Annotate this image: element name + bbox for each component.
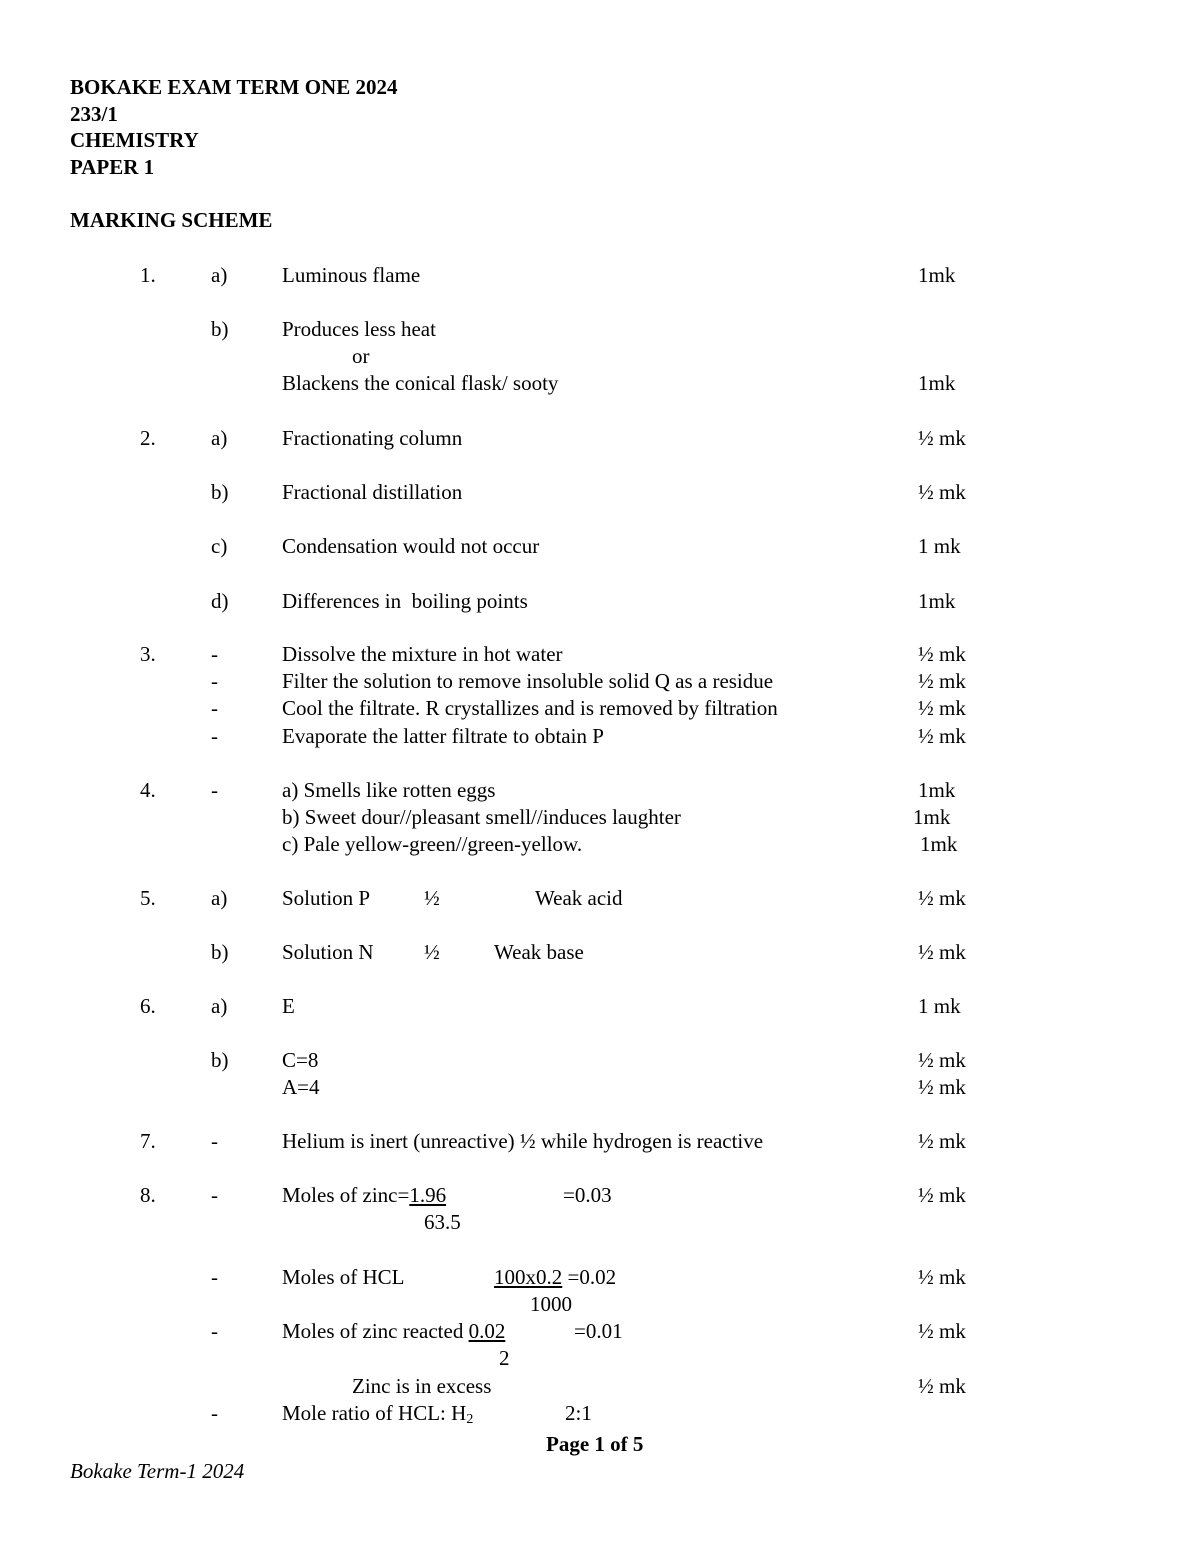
mark: ½ mk [918,426,966,450]
question-number: 2. [140,426,156,450]
sub-label: a) [211,426,228,450]
result: =0.02 [567,1265,617,1289]
answer-text: Blackens the conical flask/ sooty [282,371,559,395]
mark: ½ mk [918,1319,966,1343]
mark: 1mk [918,263,956,287]
answer-text: A=4 [282,1075,320,1099]
sub-label: b) [211,940,229,964]
sub-label: d) [211,589,229,613]
dash: - [211,669,218,693]
scheme-title: MARKING SCHEME [70,208,273,232]
mark: ½ mk [918,669,966,693]
mark: 1mk [918,371,956,395]
sub-label: b) [211,480,229,504]
dash: - [211,778,218,802]
answer-text: Fractional distillation [282,480,463,504]
answer-text: Moles of HCL [282,1265,405,1289]
label-text: Moles of zinc reacted [282,1319,469,1343]
dash: - [211,1129,218,1153]
answer-desc: Weak base [494,940,584,964]
answer-text [282,1401,474,1427]
dash: - [211,1183,218,1207]
paper-code: 233/1 [70,102,118,126]
mark: ½ mk [918,1265,966,1289]
answer-text: Evaporate the latter filtrate to obtain P [282,724,604,748]
mark: ½ mk [918,1048,966,1072]
dash: - [211,724,218,748]
subscript: 2 [466,1412,474,1427]
dash: - [211,696,218,720]
result: =0.03 [563,1183,612,1207]
footer-note: Bokake Term-1 2024 [70,1459,245,1483]
answer-desc: Weak acid [535,886,623,910]
answer-text: Filter the solution to remove insoluble solid Q as a residue [282,669,774,693]
mark: 1 mk [918,534,961,558]
dash: - [211,1265,218,1289]
mark: ½ mk [918,1075,966,1099]
sub-label: a) [211,994,228,1018]
mark: ½ mk [918,940,966,964]
fraction-numerator: 0.02 [468,1319,506,1343]
answer-text [282,1185,446,1206]
mark: 1mk [913,805,951,829]
answer-text: E [282,994,295,1018]
answer-text: Luminous flame [282,263,421,287]
sub-label: a) [211,263,228,287]
answer-text: Solution N [282,940,374,964]
mark: ½ mk [918,1183,966,1207]
mark: 1mk [920,832,958,856]
answer-text: Solution P [282,886,371,910]
mark: ½ mk [918,480,966,504]
mark: ½ mk [918,886,966,910]
ratio: 2:1 [565,1401,592,1425]
mark: ½ mk [918,696,966,720]
fraction-numerator: 100x0.2 [494,1265,563,1289]
fraction-denominator: 1000 [530,1292,572,1316]
mark: 1mk [918,589,956,613]
sub-label: b) [211,317,229,341]
question-number: 3. [140,642,156,666]
mark: ½ mk [918,642,966,666]
sub-label: c) [211,534,228,558]
answer-text: Differences in boiling points [282,589,528,613]
subject: CHEMISTRY [70,128,199,152]
answer-text: Condensation would not occur [282,534,540,558]
paper-number: PAPER 1 [70,155,155,179]
dash: - [211,1319,218,1343]
answer-text [282,1321,505,1342]
answer-text: C=8 [282,1048,319,1072]
question-number: 6. [140,994,156,1018]
answer-text: b) Sweet dour//pleasant smell//induces laughter [282,805,681,829]
label-text: Mole ratio of HCL: H [282,1401,467,1425]
question-number: 7. [140,1129,156,1153]
page-number: Page 1 of 5 [546,1432,644,1456]
answer-text: c) Pale yellow-green//green-yellow. [282,832,583,856]
question-number: 8. [140,1183,156,1207]
mark: 1mk [918,778,956,802]
answer-text: a) Smells like rotten eggs [282,778,496,802]
sub-label: b) [211,1048,229,1072]
or-text: or [352,344,370,368]
sub-label: a) [211,886,228,910]
exam-title: BOKAKE EXAM TERM ONE 2024 [70,75,398,99]
answer-text: Dissolve the mixture in hot water [282,642,563,666]
dash: - [211,642,218,666]
result: =0.01 [574,1319,623,1343]
half-mark: ½ [424,940,440,964]
dash: - [211,1401,218,1425]
half-mark: ½ [424,886,440,910]
question-number: 5. [140,886,156,910]
answer-text: Zinc is in excess [352,1374,492,1398]
question-number: 4. [140,778,156,802]
answer-text: Fractionating column [282,426,463,450]
mark: ½ mk [918,724,966,748]
mark: ½ mk [918,1129,966,1153]
answer-text: Helium is inert (unreactive) ½ while hydrogen is reactive [282,1129,764,1153]
answer-text: Cool the filtrate. R crystallizes and is removed by filtration [282,696,778,720]
answer-text: Produces less heat [282,317,436,341]
question-number: 1. [140,263,156,287]
fraction-numerator: 1.96 [409,1183,447,1207]
mark: 1 mk [918,994,961,1018]
mark: ½ mk [918,1374,966,1398]
fraction-denominator: 2 [499,1346,510,1370]
label-text: Moles of zinc= [282,1183,410,1207]
fraction-denominator: 63.5 [424,1210,461,1234]
fraction [494,1267,616,1288]
